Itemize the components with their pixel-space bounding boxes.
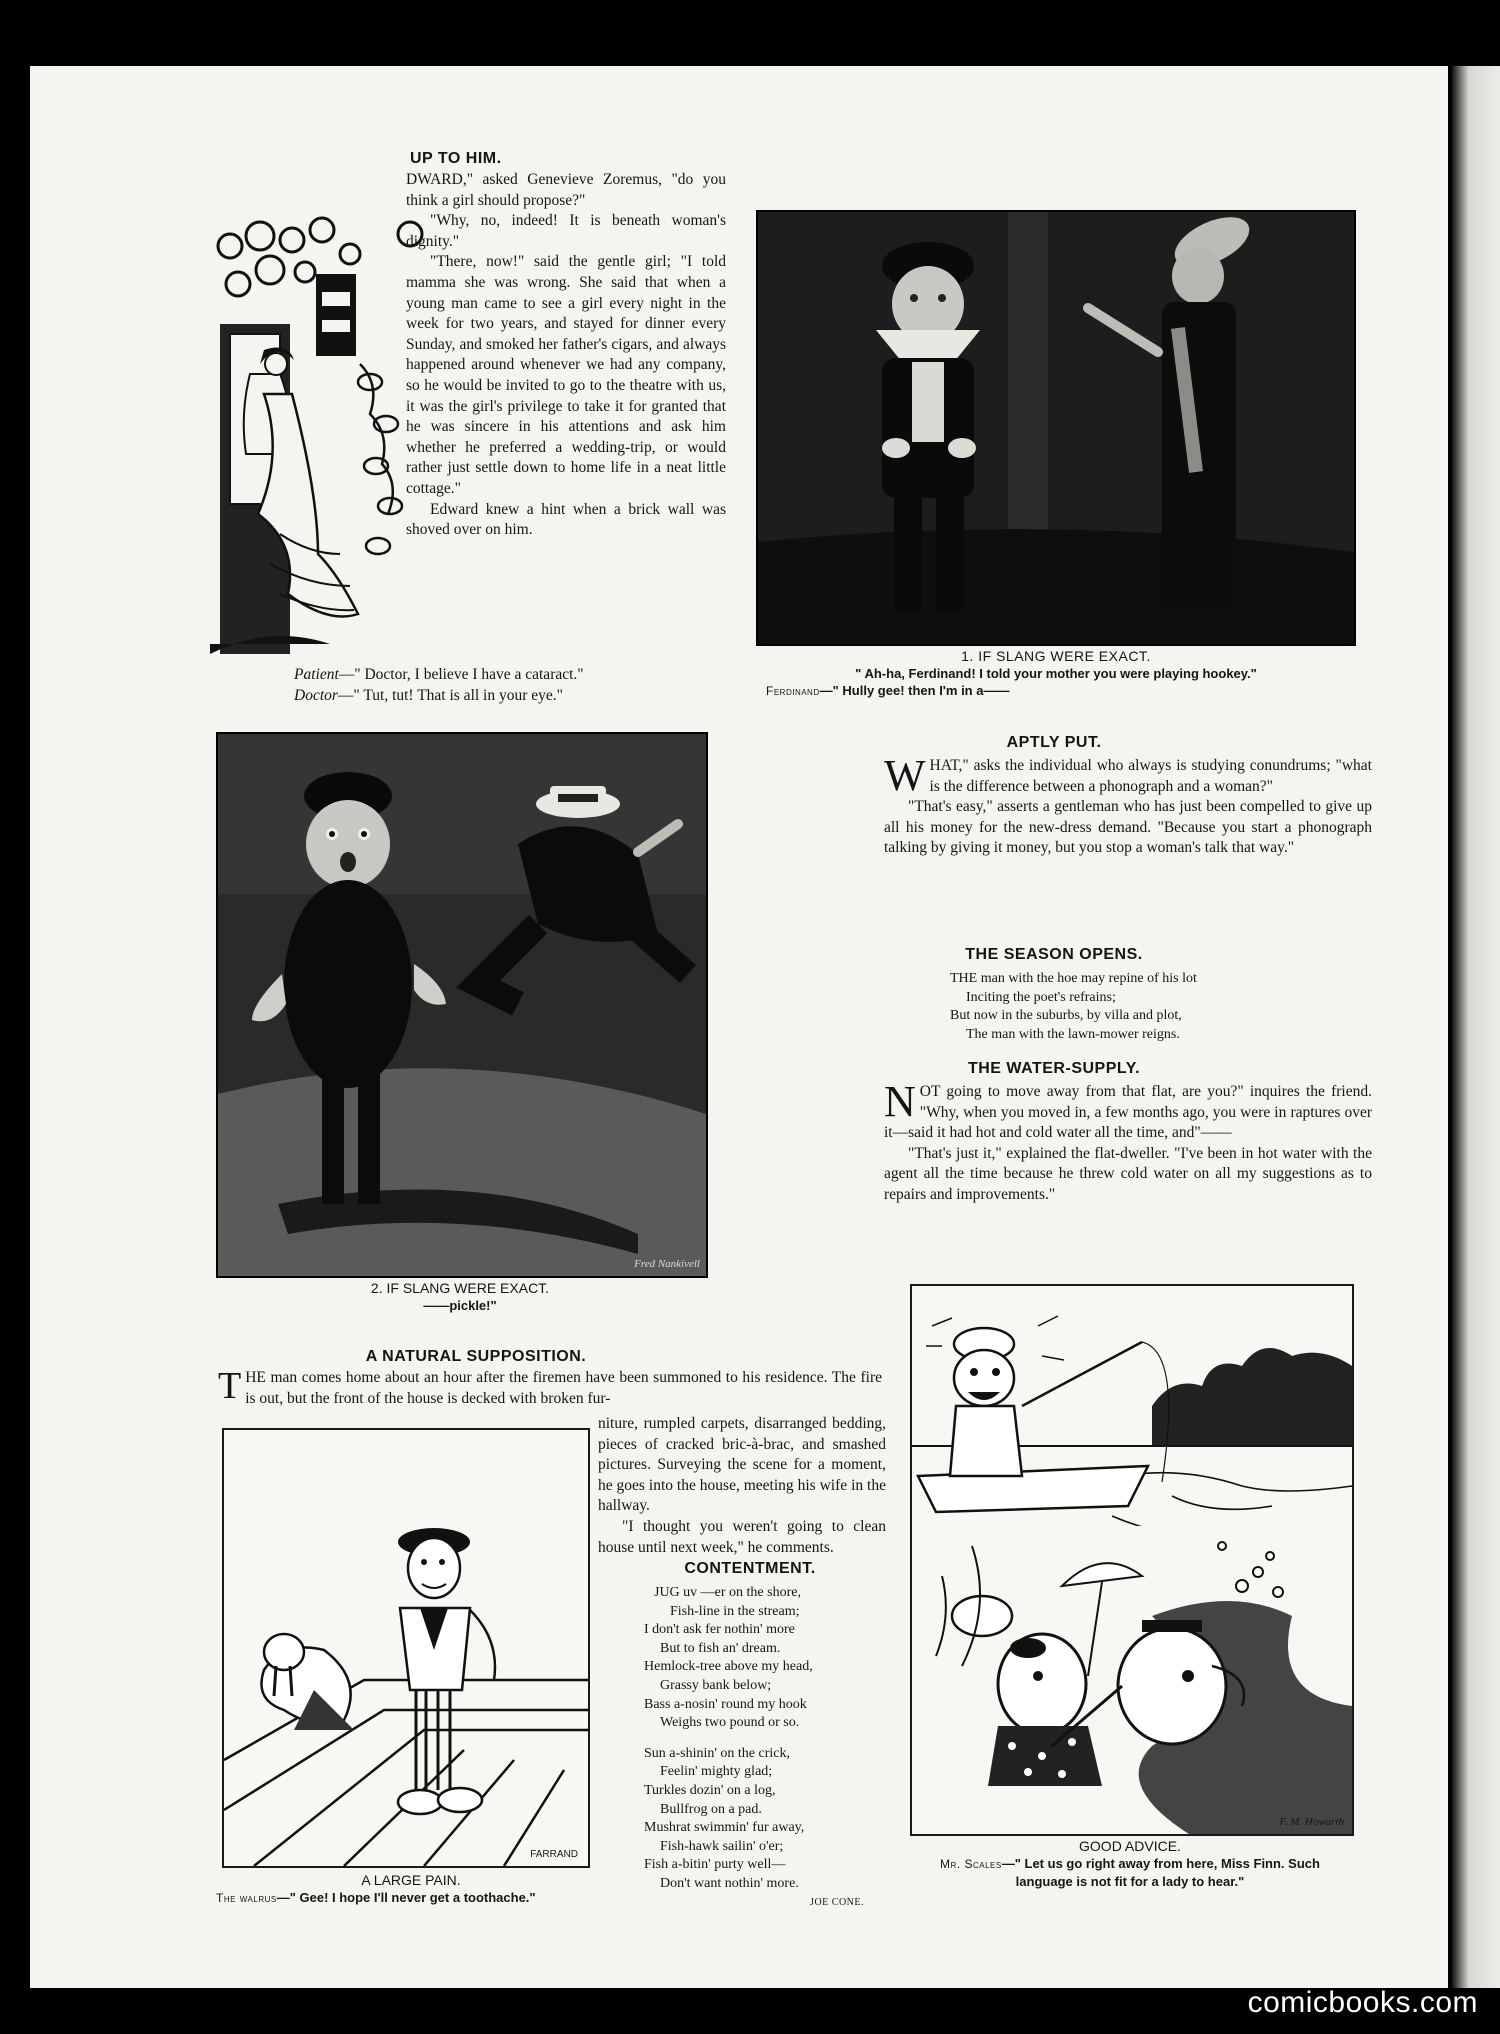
season-opens-line-1: THE man with the hoe may repine of his lot (950, 971, 1197, 986)
cataract-text-1: —" Doctor, I believe I have a cataract." (338, 666, 584, 683)
contentment-line-12: Bullfrog on a pad. (660, 1801, 762, 1817)
contentment-line-14: Fish-hawk sailin' o'er; (660, 1838, 784, 1854)
contentment-author: JOE CONE. (810, 1896, 864, 1908)
aptly-put-story (884, 751, 1372, 859)
aptly-put-paragraph-1 (884, 751, 1372, 800)
cataract-speaker-1: Patient (294, 666, 339, 683)
season-opens-line-4: The man with the lawn-mower reigns. (966, 1026, 1180, 1042)
natural-supposition-paragraph-2: "I thought you weren't going to clean house until next week," he comments. (598, 1517, 886, 1556)
aptly-put-title: APTLY PUT. (1006, 734, 1102, 751)
contentment-line-4: But to fish an' dream. (660, 1640, 781, 1656)
water-supply-paragraph-2: "That's just it," explained the flat-dweller. "I've been in hot water with the agent all the time because he threw cold water on all my suggestions as to repairs and improvements." (884, 1144, 1372, 1203)
contentment-poem (644, 1584, 884, 1912)
aptly-put-text-1: HAT," asks the individual who always is studying conundrums; "what is the difference between a phonograph and a woman?" (929, 757, 1372, 795)
walrus-cartoon (222, 1428, 590, 1868)
contentment-line-3: I don't ask fer nothin' more (644, 1622, 795, 1638)
good-advice-title: GOOD ADVICE. (1079, 1838, 1181, 1854)
aptly-put-dropcap: W (884, 751, 926, 800)
contentment-line-8: Weighs two pound or so. (660, 1715, 800, 1731)
fishing-cartoon (910, 1284, 1354, 1836)
slang-photo-2 (216, 732, 708, 1278)
good-advice-caption (910, 1838, 1350, 1890)
good-advice-speech: —" Let us go right away from here, Miss Finn. Such language is not fit for a lady to hear." (1001, 1856, 1320, 1889)
up-to-him-story (406, 170, 726, 541)
contentment-line-15: Fish a-bitin' purty well— (644, 1857, 786, 1873)
slang-1-line-2 (766, 682, 1346, 700)
contentment-line-1: JUG uv —er on the shore, (654, 1585, 801, 1600)
large-pain-line (216, 1889, 606, 1907)
contentment-line-7: Bass a-nosin' round my hook (644, 1696, 807, 1712)
cataract-joke (294, 664, 714, 706)
natural-supposition-title: A NATURAL SUPPOSITION. (365, 1348, 587, 1365)
magazine-page (30, 66, 1448, 1988)
contentment-line-9: Sun a-shinin' on the crick, (644, 1745, 790, 1761)
water-supply-title: THE WATER-SUPPLY. (967, 1060, 1141, 1077)
natural-supposition-paragraph-1a (218, 1365, 882, 1409)
up-to-him-title: UP TO HIM. (410, 150, 502, 167)
walrus-cartoon-signature: FARRAND (530, 1849, 578, 1860)
season-opens-title: THE SEASON OPENS. (965, 946, 1143, 963)
aptly-put-paragraph-2: "That's easy," asserts a gentleman who has just been compelled to give up all his money for the new-dress demand. "Because you start a phonograph talking by giving it money, but you stop a woman's talk that way." (884, 798, 1372, 857)
slang-1-caption (766, 648, 1346, 700)
up-to-him-paragraph-2: "Why, no, indeed! It is beneath woman's dignity." (406, 212, 726, 250)
water-supply-dropcap: N (884, 1077, 916, 1126)
natural-supposition-continuation (598, 1414, 886, 1558)
natural-supposition-paragraph-1b: niture, rumpled carpets, disarranged bedding, pieces of cracked bric-à-brac, and smashed pictures. Surveying the scene for a moment, he goes into the house, meeting his wife in the hallway. (598, 1415, 886, 1515)
up-to-him-paragraph-3: "There, now!" said the gentle girl; "I told mamma she was wrong. She said that when a young man came to see a girl every night in the week for two years, and stayed for dinner every Sunday, and smoked her father's cigars, and always happened around whenever we had any company, so he would be invited to go to the theatre with us, it was the girl's privilege to take it for granted that he was sincere in his attentions and ask him whether he preferred a wedding-trip, or would rather just settle down to home life in a neat little cottage." (406, 253, 726, 497)
cataract-line-2 (294, 685, 714, 706)
water-supply-paragraph-1 (884, 1077, 1372, 1144)
large-pain-caption (216, 1872, 606, 1907)
contentment-line-16: Don't want nothin' more. (660, 1875, 799, 1891)
contentment-line-2: Fish-line in the stream; (670, 1603, 800, 1619)
season-opens-line-2: Inciting the poet's refrains; (966, 989, 1116, 1005)
water-supply-text-1: OT going to move away from that flat, are you?" inquires the friend. "Why, when you moved in, a few months ago, you were in raptures over it—said it had hot and cold water all the time, and"—— (884, 1083, 1372, 1142)
slang-1-speech: —" Hully gee! then I'm in a—— (819, 683, 1010, 698)
cataract-text-2: —" Tut, tut! That is all in your eye." (337, 687, 563, 704)
fishing-cartoon-signature: F. M. Howarth (1279, 1816, 1344, 1828)
contentment-stanza-1 (644, 1584, 884, 1733)
cataract-speaker-2: Doctor (294, 687, 338, 704)
season-opens-poem (950, 970, 1350, 1044)
large-pain-speaker: The walrus (216, 1891, 277, 1905)
contentment-line-13: Mushrat swimmin' fur away, (644, 1820, 805, 1836)
site-watermark: comicbooks.com (1247, 1986, 1478, 2019)
contentment-title: CONTENTMENT. (684, 1560, 816, 1577)
contentment-line-5: Hemlock-tree above my head, (644, 1659, 813, 1675)
up-to-him-paragraph-1: DWARD," asked Genevieve Zoremus, "do you think a girl should propose?" (406, 171, 726, 209)
cataract-line-1 (294, 664, 714, 685)
decorative-initial-e-illustration (210, 214, 430, 654)
contentment-stanza-2 (644, 1745, 884, 1894)
up-to-him-paragraph-4: Edward knew a hint when a brick wall was shoved over on him. (406, 500, 726, 539)
natural-supposition-intro (218, 1365, 882, 1409)
contentment-line-10: Feelin' mighty glad; (660, 1764, 773, 1780)
natural-supposition-text-1a: HE man comes home about an hour after the firemen have been summoned to his residence. The fire is out, but the front of the house is decked with broken fur- (245, 1369, 882, 1407)
good-advice-line (910, 1855, 1350, 1890)
slang-2-signature: Fred Nankivell (634, 1258, 700, 1270)
slang-2-title: 2. IF SLANG WERE EXACT. (370, 1280, 550, 1296)
contentment-line-6: Grassy bank below; (660, 1677, 772, 1693)
natural-supposition-dropcap: T (218, 1365, 242, 1407)
contentment-line-11: Turkles dozin' on a log, (644, 1782, 776, 1798)
good-advice-speaker: Mr. Scales (940, 1857, 1002, 1871)
slang-2-line: ——pickle!" (423, 1298, 497, 1313)
slang-2-caption (216, 1280, 704, 1314)
water-supply-story (884, 1077, 1372, 1206)
next-page-edge (1452, 66, 1500, 1988)
large-pain-speech: —" Gee! I hope I'll never get a toothache." (276, 1890, 536, 1905)
slang-1-speaker: Ferdinand (766, 684, 820, 698)
large-pain-title: A LARGE PAIN. (361, 1872, 461, 1888)
slang-1-title: 1. IF SLANG WERE EXACT. (961, 648, 1151, 664)
season-opens-line-3: But now in the suburbs, by villa and plot, (950, 1008, 1182, 1024)
slang-1-line-1: " Ah-ha, Ferdinand! I told your mother you were playing hookey." (855, 666, 1257, 681)
slang-photo-1 (756, 210, 1356, 646)
